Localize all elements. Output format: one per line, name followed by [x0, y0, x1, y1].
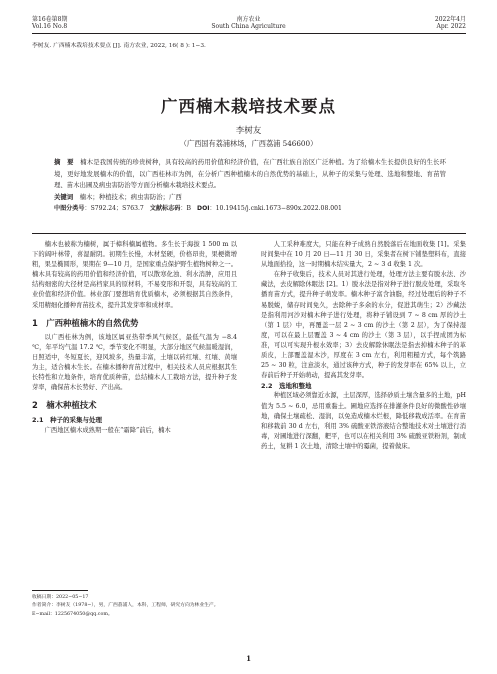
- abstract: [54, 157, 446, 215]
- paper-affiliation: （广西国有荔浦林场，广西荔浦 546600）: [179, 139, 318, 148]
- header-journal-cn: 南方农业: [236, 16, 261, 23]
- doi-value: 10.19415/j.cnki.1673−890x.2022.08.001: [215, 205, 342, 213]
- clc-label: 中图分类号: [54, 205, 85, 213]
- section-2-1-heading: 2.1 种子的采集与处理: [32, 416, 103, 425]
- right-paragraph-2: 在种子收集后，技术人员对其进行处理，处理方法主要有脱水法、沙藏法，去皮解除休眠法 [2]。1）脱水法是指对种子进行脱皮处理，采取冬播育苗方式，提升种子萌发率。楠木种子富含油脂，经过处理后的种子不易脱蜕，储存时间免久，去除种子多余的水分，促进其萌生；2）沙藏法是指利用河沙对楠木种子进行处理，将种子铺设到 7 ~ 8 cm 厚的沙土（第 1 层）中，再覆盖一层 2 ~ 3 cm 的沙土（第 2 层），为了保持湿度，可以在最上层覆盖 3 ~ 4 cm 的沙土（第 3 层），以手捏成团为标准，可以可实现升根水效率；3）去皮解除休眠法是指去掉楠木种子的革质皮，上部覆盖湿木沙，厚度在 3 cm 左右，利用粗糙方式，每个筑路 25 ~ 30 粒，注意淡水，通过该种方式，种子的发芽率在 65% 以上，立春前后种子开始萌动，提高其发芽率。: [261, 271, 466, 380]
- footnote: [32, 594, 237, 619]
- section-1-heading: 1 广西种植楠木的自然优势: [32, 317, 139, 328]
- right-paragraph-3: 种植区域必须靠近水源，土层深厚，选择砂质土壤含量多的土地，pH 值为 5.5 ~ 6.0，忌用重黏土。圃地应选择在排灌条件良好的微酸性砂壤地，确保土壤疏松、湿润，以免造成楠木烂根，降低移栽成活率。在育苗和移栽前 30 d 左右，利用 3% 硫酸亚铁溶液结合整地技术对土壤进行消毒，对圃地进行深翻，耙平，也可以在相关利用 3% 硫酸亚铁粉剂，制成药土，复耕 1 次土地，清除土壤中的霉菌，提着做床。: [261, 392, 466, 450]
- paper-author: 李树友: [235, 126, 262, 136]
- page-number: 1: [246, 654, 251, 663]
- paper-title: 广西楠木栽培技术要点: [161, 97, 336, 116]
- clc-value: S792.24；S763.7: [90, 205, 144, 213]
- doi-label: DOI: [197, 205, 210, 213]
- right-column: [261, 240, 466, 452]
- header-date: [380, 16, 466, 30]
- footnote-rule: [32, 590, 88, 591]
- header-rule: [32, 33, 466, 34]
- abstract-rule: [32, 233, 466, 234]
- intro-paragraph: 楠木也被称为楠树，属于樟科楠属植物。多生长于海拔 1 500 m 以下的阔叶林带，喜湿耐阴。初期生长慢，木材坚硬，价格昂贵，果梗微增粗，果呈椭圆形，果期在 9—10 月，是国家重点保护野生植物树种之一。楠木具有较高的药用价值和经济价值，可以散寒化浊、利水消肿，应用且结构细密的大径材是高档家具的原材料，不易变形和开裂，具有较高的工业价值和经济价值。林业部门要想培育优质楠木，必须根据其自然条件，采用精细化播种育苗技术，提升其发芽率和成材率。: [32, 241, 237, 309]
- doc-value: B: [186, 205, 191, 213]
- doc-label: 文献标志码: [149, 205, 181, 213]
- citation-line: 李树友. 广西楠木栽培技术要点 [J]. 南方农业, 2022, 16( 8 ): 1−3.: [32, 43, 206, 49]
- header-date-cn: 2022年4月: [434, 16, 466, 23]
- section-2-2-heading: 2.2 选地和整地: [261, 382, 312, 391]
- abstract-label: 摘 要: [54, 158, 74, 166]
- section-2-1-paragraph: 广西地区楠木成熟期一般在“霜降”前后，楠木: [44, 426, 171, 434]
- classification-line: 中图分类号：S792.24；S763.7 文献标志码：B DOI：10.19415/j.cnki.1673−890x.2022.08.001: [54, 205, 342, 213]
- right-paragraph-1: 人工采种难度大，只能在种子成熟自然脱落后在地面收集 [1]。采集时间集中在 10 月 20 日—11 月 30 日，采集者在树下铺垫塑料布，直接从地面拾捡，这一时期楠木结实量大，2 ~ 3 d 收集 1 次。: [261, 241, 466, 269]
- footnote-received: 收稿日期：2022−05−17: [32, 595, 89, 600]
- footnote-bio: 作者简介：李树友（1978−），男，广西荔浦人，本科，工程师，研究方向为林业生产。E−mail：1225674050@qq.com。: [32, 603, 219, 617]
- keywords-value: 楠木；种植技术；病虫害防治；广西: [79, 192, 182, 201]
- abstract-body: 楠木是我国传统的珍贵树种，具有较高的药用价值和经济价值，在广西壮族自治区广泛种植。为了给楠木生长提供良好的生长环境，更好地发展楠木的价值，以广西桂林市为例，在分析广西种植楠木的自然优势的基础上，从种子的采集与处理、选地和整地、育苗管理、苗木出圃及病虫害防治等方面分析楠木栽培技术要点。: [54, 158, 446, 190]
- keywords-line: [54, 192, 446, 204]
- header-journal-en: South China Agriculture: [211, 23, 286, 30]
- section-1-paragraph: 以广西桂林为例，该地区属亚热带季风气候区，最低气温为 −8.4 ℃，年平均气温 17.2 ℃，季节变化不明显，大部分地区气候温暖湿润，日照适中，冬短夏长，迎风坡多，热量丰富，土壤以砖红壤、红壤、黄壤为主，适合楠木生长。在楠木播种育苗过程中，相关技术人员应根据其生长特性和立地条件，培育优质种苗，总结楠木人工栽培方法，提升种子发芽率，确保苗木长势好、产出高。: [32, 333, 237, 392]
- header-date-en: Apr. 2022: [436, 23, 466, 30]
- section-2-heading: 2 楠木种植技术: [32, 400, 97, 411]
- header-volume-cn: 第16卷第8期: [32, 16, 68, 23]
- left-column: [32, 240, 237, 436]
- abstract-text: [54, 157, 446, 192]
- header-volume-en: Vol.16 No.8: [32, 23, 68, 30]
- keywords-label: 关键词: [54, 192, 74, 201]
